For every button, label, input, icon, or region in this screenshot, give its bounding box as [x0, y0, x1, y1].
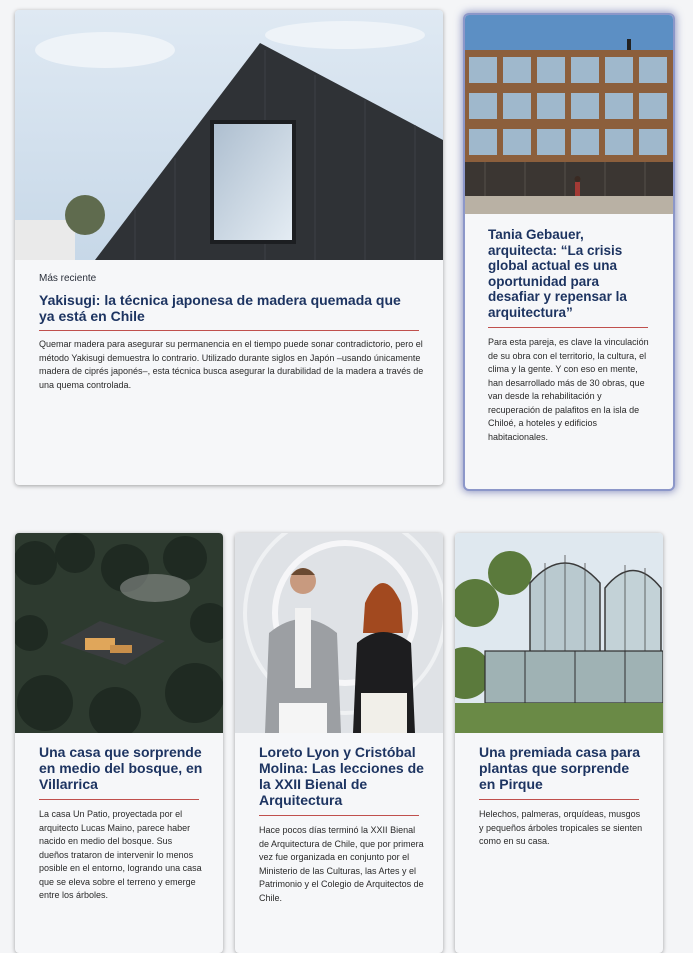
side-feature-excerpt: Para esta pareja, es clave la vinculación de su obra con el territorio, la cultura, el clima y la gente. Y con eso en mente, han desarrollado más de 30 obras, que van desde la rehabilitación y recuperación de palafitos en la isla de Chiloé, a hoteles y edificios habitacionales. [488, 337, 649, 442]
article-card[interactable] [455, 533, 663, 953]
article-card-image[interactable] [455, 533, 663, 733]
article-card-excerpt: Helechos, palmeras, orquídeas, musgos y pequeños árboles tropicales se sienten como en su casa. [479, 809, 643, 846]
featured-article-card[interactable] [15, 10, 443, 485]
featured-article-title[interactable]: Yakisugi: la técnica japonesa de madera quemada que ya está en Chile [39, 292, 401, 324]
article-card[interactable] [235, 533, 443, 953]
article-card[interactable] [15, 533, 223, 953]
title-divider [479, 799, 639, 800]
side-feature-image[interactable] [465, 15, 673, 214]
title-divider [39, 799, 199, 800]
title-divider [488, 327, 648, 328]
side-feature-title[interactable]: Tania Gebauer, arquitecta: “La crisis global actual es una oportunidad para desafiar y repensar la arquitectura” [488, 227, 627, 320]
title-divider [39, 330, 419, 331]
featured-article-excerpt: Quemar madera para asegurar su permanencia en el tiempo puede sonar contradictorio, pero el método Yakisugi demuestra lo contrario. Utilizado durante siglos en Japón –usando únicamente madera de ciprés japonés–, esta técnica busca asegurar la durabilidad de la madera a través de una quema controlada. [39, 339, 424, 390]
article-category-label: Más reciente [39, 273, 97, 284]
article-card-image[interactable] [235, 533, 443, 733]
title-divider [259, 815, 419, 816]
article-card-title[interactable]: Una casa que sorprende en medio del bosque, en Villarrica [39, 744, 203, 792]
article-card-title[interactable]: Una premiada casa para plantas que sorprende en Pirque [479, 744, 641, 792]
side-feature-card[interactable] [465, 15, 673, 489]
article-card-image[interactable] [15, 533, 223, 733]
featured-article-image[interactable] [15, 10, 443, 260]
article-card-title[interactable]: Loreto Lyon y Cristóbal Molina: Las lecciones de la XXII Bienal de Arquitectura [259, 744, 424, 808]
article-card-excerpt: La casa Un Patio, proyectada por el arquitecto Lucas Maino, parece haber nacido en medio del bosque. Sus dueños trataron de intervenir lo menos posible en el entorno, logrando una casa que se eleva sobre el terreno y emerge entre los árboles. [39, 809, 202, 900]
article-card-excerpt: Hace pocos días terminó la XXII Bienal de Arquitectura de Chile, que por primera vez fue organizada en conjunto por el Ministerio de las Culturas, las Artes y el Patrimonio y el Colegio de Arquitectos de Chile. [259, 825, 424, 903]
